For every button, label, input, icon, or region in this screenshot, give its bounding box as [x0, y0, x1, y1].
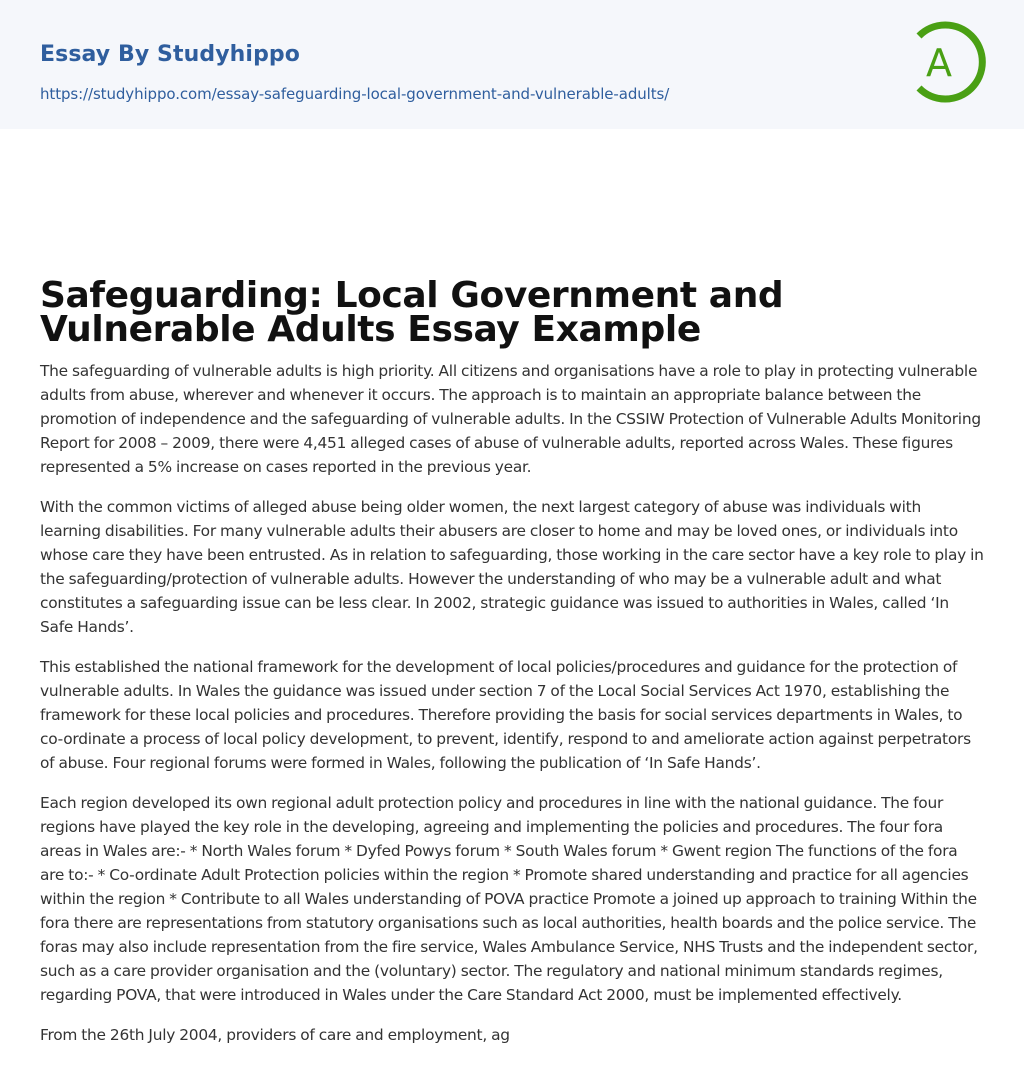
essay-paragraph-truncated: From the 26th July 2004, providers of care and employment, ag — [40, 1026, 510, 1044]
essay-paragraph: With the common victims of alleged abuse being older women, the next largest category of abuse was individuals with learning disabilities. For many vulnerable adults their abusers are closer to home and may be loved ones, or individuals into whose care they have been entrusted. As in relation to safeguarding, those working in the care sector have a key role to play in the safeguarding/protection of vulnerable adults. However the understanding of who may be a vulnerable adult and what constitutes a safeguarding issue can be less clear. In 2002, strategic guidance was issued to authorities in Wales, called ‘In Safe Hands’. — [40, 498, 984, 636]
studyhippo-logo-icon[interactable] — [904, 18, 988, 106]
essay-paragraph: Each region developed its own regional adult protection policy and procedures in line with the national guidance. The four regions have played the key role in the developing, agreeing and implementing the policies and procedures. The four fora areas in Wales are:- * North Wales forum * Dyfed Powys forum * South Wales forum * Gwent region The functions of the fora are to:- * Co-ordinate Adult Protection policies within the region * Promote shared understanding and practice for all agencies within the region * Contribute to all Wales understanding of POVA practice Promote a joined up approach to training Within the fora there are representations from statutory organisations such as local authorities, health boards and the police service. The foras may also include representation from the fire service, Wales Ambulance Service, NHS Trusts and the independent sector, such as a care provider organisation and the (voluntary) sector. The regulatory and national minimum standards regimes, regarding POVA, that were introduced in Wales under the Care Standard Act 2000, must be implemented effectively. — [40, 794, 978, 1004]
logo-letter: A — [926, 41, 952, 85]
page-title: Safeguarding: Local Government and Vulnerable Adults Essay Example — [40, 275, 784, 350]
essay-body — [40, 359, 984, 1047]
site-brand[interactable]: Essay By Studyhippo — [40, 42, 300, 67]
site-header — [0, 0, 1024, 129]
essay-paragraph: This established the national framework for the development of local policies/procedures and guidance for the protection of vulnerable adults. In Wales the guidance was issued under section 7 of the Local Social Services Act 1970, establishing the framework for these local policies and procedures. Therefore providing the basis for social services departments in Wales, to co-ordinate a process of local policy development, to prevent, identify, respond to and ameliorate action against perpetrators of abuse. Four regional forums were formed in Wales, following the publication of ‘In Safe Hands’. — [40, 658, 971, 772]
essay-paragraph: The safeguarding of vulnerable adults is high priority. All citizens and organisations have a role to play in protecting vulnerable adults from abuse, wherever and whenever it occurs. The approach is to maintain an appropriate balance between the promotion of independence and the safeguarding of vulnerable adults. In the CSSIW Protection of Vulnerable Adults Monitoring Report for 2008 – 2009, there were 4,451 alleged cases of abuse of vulnerable adults, reported across Wales. These figures represented a 5% increase on cases reported in the previous year. — [40, 362, 981, 476]
essay-main — [0, 129, 1024, 1047]
essay-url-link[interactable]: https://studyhippo.com/essay-safeguarding-local-government-and-vulnerable-adults/ — [40, 85, 670, 103]
